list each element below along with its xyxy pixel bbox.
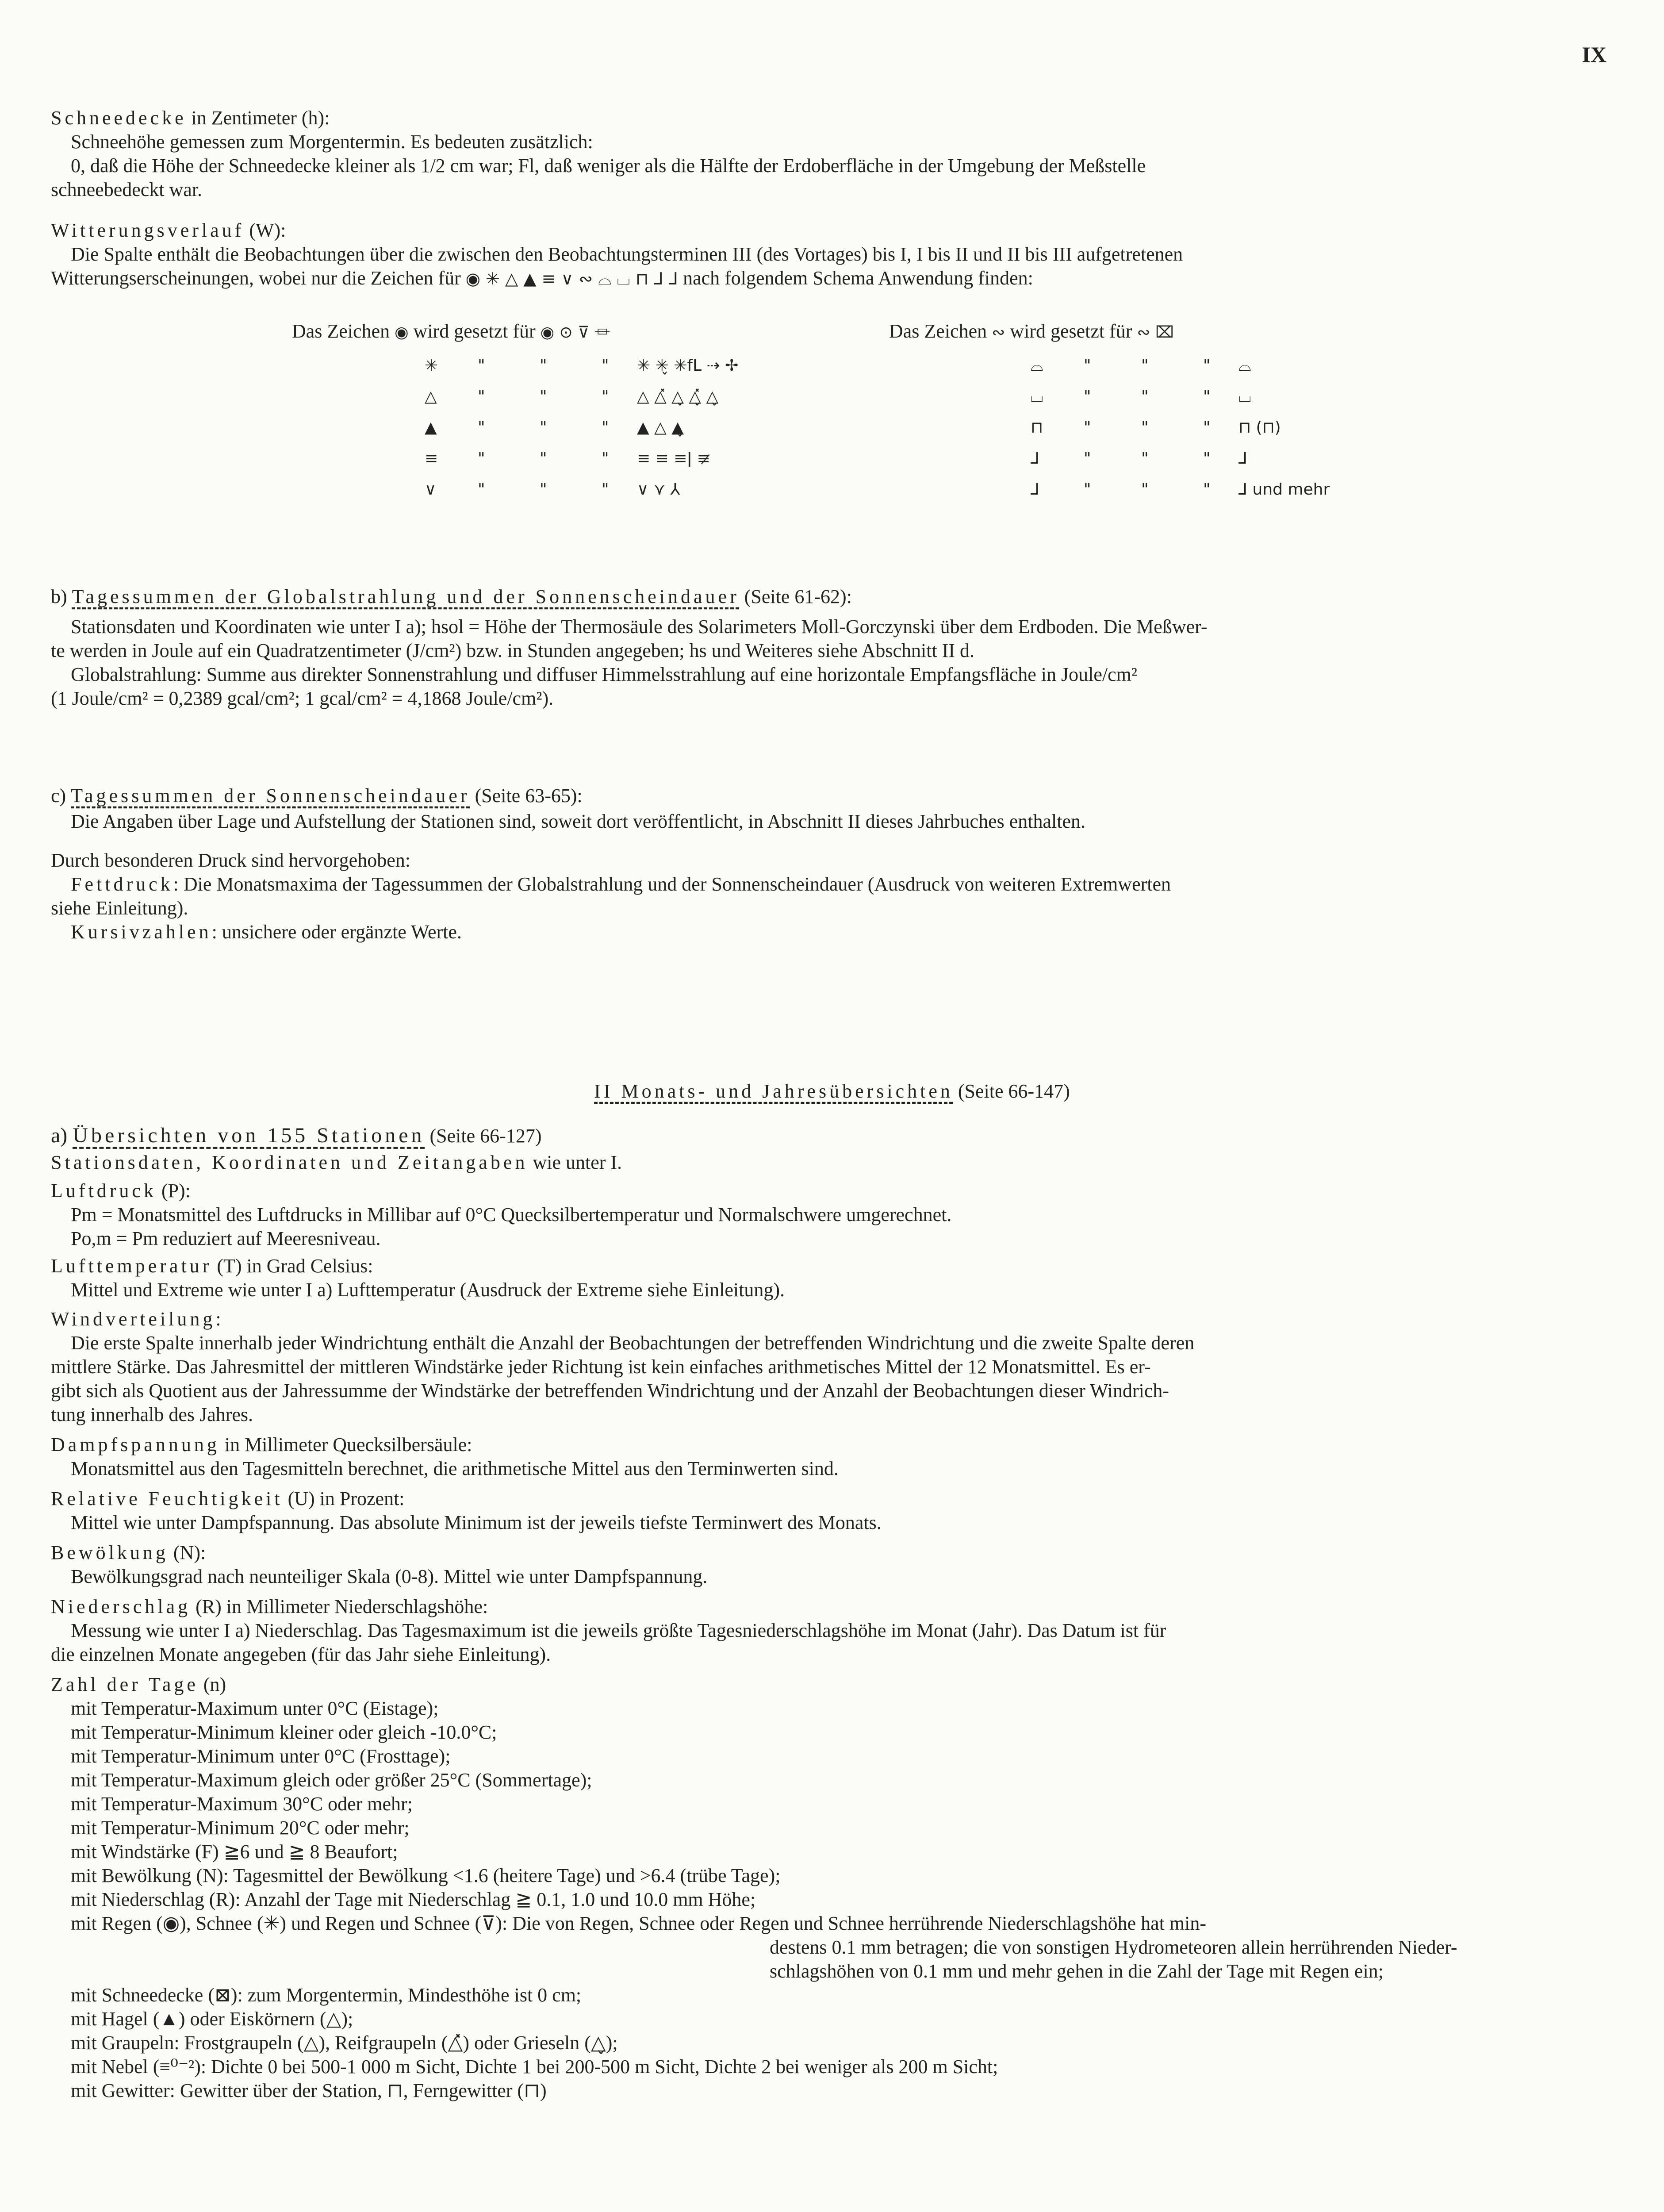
days-item: mit Graupeln: Frostgraupeln (△), Reifgraupeln (△̽) oder Grieseln (△̬); [71, 2032, 618, 2054]
document-page: IX Schneedecke in Zentimeter (h): Schneehöhe gemessen zum Morgentermin. Es bedeuten zusätzlich: 0, daß die Höhe der Schneedecke kleiner als 1/2 cm war; Fl, daß weniger als die Hälfte der Erdoberfläche in der Umgebung der Meßstelle schneebedeckt war. Witterungsverlauf (W): Die Spalte enthält die Beobachtungen über die zwischen den Beobachtungsterminen III (des Vortages) bis I, I bis II und II bis III aufgetretenen Witterungserscheinungen, wobei nur die Zeichen für ◉ ✳ △ ▲ ≡ ∨ ∾ ⌓ ⌴ ⊓ ⅃ ⅃ nach folgendem Schema Anwendung finden: Das Zeichen ◉ wird gesetzt für ◉ ⊙ ⊽ ⏛ Das Zeichen ∾ wird gesetzt für ∾ ⌧ ✳ " " " ✳ ✳̬ ✳fL ⇢ ✢ △ " " " △ △̽ △̬ △̬̽ △̬ ▲ " " " ▲ △ ▲̬ ≡ " " " ≡ ≡ ≡ǀ ≡̷ ∨ " " " ∨ ⋎ ⅄ ⌓ " " " ⌓ ⌴ " " " ⌴ ⊓ " " " ⊓ (⊓) ⅃ " " " ⅃ ⅃ " " " ⅃ und mehr b) Tagessummen der Globalstrahlung und der Sonnenscheindauer (Seite 61-62): Stationsdaten und Koordinaten wie unter I a); hsol = Höhe der Thermosäule des Solarimeters Moll-Gorczynski über dem Erdboden. Die Meßwer- te werden in Joule auf ein Quadratzentimeter (J/cm²) bzw. in Stunden angegeben; hs und Weiteres siehe Abschnitt II d. Globalstrahlung: Summe aus direkter Sonnenstrahlung und diffuser Himmelsstrahlung auf eine horizontale Empfangsfläche in Joule/cm² (1 Joule/cm² = 0,2389 gcal/cm²; 1 gcal/cm² = 4,1868 Joule/cm²). c) Tagessummen der Sonnenscheindauer (Seite 63-65): Die Angaben über Lage und Aufstellung der Stationen sind, soweit dort veröffentlicht, in Abschnitt II dieses Jahrbuches enthalten. Durch besonderen Druck sind hervorgehoben: Fettdruck: Die Monatsmaxima der Tagessummen der Globalstrahlung und der Sonnenscheindauer (Ausdruck von weiteren Extremwerten siehe Einleitung). Kursivzahlen: unsichere oder ergänzte Werte. II Monats- und Jahresübersichten (Seite 66-147) a) Übersichten von 155 Stationen (Seite 66-127) Stationsdaten, Koordinaten und Zeitangaben wie unter I. Luftdruck (P): Pm = Monatsmittel des Luftdrucks in Millibar auf 0°C Quecksilbertemperatur und Normalschwere umgerechnet. Po,m = Pm reduziert auf Meeresniveau. Lufttemperatur (T) in Grad Celsius: Mittel und Extreme wie unter I a) Lufttemperatur (Ausdruck der Extreme siehe Einleitung). Windverteilung: Die erste Spalte innerhalb jeder Windrichtung enthält die Anzahl der Beobachtungen der betreffenden Windrichtung und die zweite Spalte deren mittlere Stärke. Das Jahresmittel der mittleren Windstärke jeder Richtung ist kein einfaches arithmetisches Mittel der 12 Monatsmittel. Es er- gibt sich als Quotient aus der Jahressumme der Windstärke der betreffenden Windrichtung und der Anzahl der Beobachtungen dieser Windrich- tung innerhalb des Jahres. Dampfspannung in Millimeter Quecksilbersäule: Monatsmittel aus den Tagesmitteln berechnet, die arithmetische Mittel aus den Terminwerten sind. Relative Feuchtigkeit (U) in Prozent: Mittel wie unter Dampfspannung. Das absolute Minimum ist der jeweils tiefste Terminwert des Monats. Bewölkung (N): Bewölkungsgrad nach neunteiliger Skala (0-8). Mittel wie unter Dampfspannung. Niederschlag (R) in Millimeter Niederschlagshöhe: Messung wie unter I a) Niederschlag. Das Tagesmaximum ist die jeweils größte Tagesniederschlagshöhe im Monat (Jahr). Das Datum ist für die einzelnen Monate angegeben (für das Jahr siehe Einleitung). Zahl der Tage (n) mit Temperatur-Maximum unter 0°C (Eistage); mit Temperatur-Minimum kleiner oder gleich -10.0°C; mit Temperatur-Minimum unter 0°C (Frosttage); mit Temperatur-Maximum gleich oder größer 25°C (Sommertage); mit Temperatur-Maximum 30°C oder mehr; mit Temperatur-Minimum 20°C oder mehr; mit Windstärke (F) ≧6 und ≧ 8 Beaufort; mit Bewölkung (N): Tagesmittel der Bewölkung <1.6 (heitere Tage) und >6.4 (trübe Tage); mit Niederschlag (R): Anzahl der Tage mit Niederschlag ≧ 0.1, 1.0 und 10.0 mm Höhe; mit Regen (◉), Schnee (✳) und Regen und Schnee (⊽): Die von Regen, Schnee oder Regen und Schnee herrührende Niederschlagshöhe hat min- destens 0.1 mm betragen; die von sonstigen Hydrometeoren allein herrührenden Nieder- schlagshöhen von 0.1 mm und mehr gehen in die Zahl der Tage mit Regen ein; mit Schneedecke (⊠): zum Morgentermin, Mindesthöhe ist 0 cm; mit Hagel (▲) oder Eiskörnern (△); mit Graupeln: Frostgraupeln (△), Reifgraupeln (△̽) oder Grieseln (△̬); mit Nebel (≡⁰⁻²): Dichte 0 bei 500-1 000 m Sicht, Dichte 1 bei 200-500 m Sicht, Dichte 2 bei weniger als 200 m Sicht; mit Gewitter: Gewitter über der Station, ⊓, Ferngewitter (⊓) [0, 0, 1664, 2212]
section-a-title: Übersichten von 155 Stationen [73, 1124, 425, 1147]
days-item: mit Temperatur-Maximum gleich oder größer 25°C (Sommertage); [71, 1769, 592, 1791]
page-number: IX [1582, 42, 1606, 67]
days-item: mit Temperatur-Minimum 20°C oder mehr; [71, 1817, 410, 1839]
days-item: mit Bewölkung (N): Tagesmittel der Bewölkung <1.6 (heitere Tage) und >6.4 (trübe Tage); [71, 1865, 781, 1886]
snow-heading: Schneedecke [51, 107, 187, 129]
section-ii-heading: II Monats- und Jahresübersichten (Seite 66-147) [594, 1080, 1070, 1102]
days-item: mit Niederschlag (R): Anzahl der Tage mit Niederschlag ≧ 0.1, 1.0 und 10.0 mm Höhe; [71, 1889, 756, 1910]
days-item: mit Temperatur-Maximum 30°C oder mehr; [71, 1793, 413, 1815]
days-item: mit Gewitter: Gewitter über der Station, ⊓, Ferngewitter (⊓) [71, 2080, 547, 2101]
section-a: a) Übersichten von 155 Stationen (Seite 66-127) Stationsdaten, Koordinaten und Zeitangaben wie unter I. Luftdruck (P): Pm = Monatsmittel des Luftdrucks in Millibar auf 0°C Quecksilbertemperatur und Normalschwere umgerechnet. Po,m = Pm reduziert auf Meeresniveau. Lufttemperatur (T) in Grad Celsius: Mittel und Extreme wie unter I a) Lufttemperatur (Ausdruck der Extreme siehe Einleitung). Windverteilung: Die erste Spalte innerhalb jeder Windrichtung enthält die Anzahl der Beobachtungen der betreffenden Windrichtung und die zweite Spalte deren mittlere Stärke. Das Jahresmittel der mittleren Windstärke jeder Richtung ist kein einfaches arithmetisches Mittel der 12 Monatsmittel. Es er- gibt sich als Quotient aus der Jahressumme der Windstärke der betreffenden Windrichtung und der Anzahl der Beobachtungen dieser Windrich- tung innerhalb des Jahres. Dampfspannung in Millimeter Quecksilbersäule: Monatsmittel aus den Tagesmitteln berechnet, die arithmetische Mittel aus den Terminwerten sind. Relative Feuchtigkeit (U) in Prozent: Mittel wie unter Dampfspannung. Das absolute Minimum ist der jeweils tiefste Terminwert des Monats. Bewölkung (N): Bewölkungsgrad nach neunteiliger Skala (0-8). Mittel wie unter Dampfspannung. Niederschlag (R) in Millimeter Niederschlagshöhe: Messung wie unter I a) Niederschlag. Das Tagesmaximum ist die jeweils größte Tagesniederschlagshöhe im Monat (Jahr). Das Datum ist für die einzelnen Monate angegeben (für das Jahr siehe Einleitung). Zahl der Tage (n) mit Temperatur-Maximum unter 0°C (Eistage); mit Temperatur-Minimum kleiner oder gleich -10.0°C; mit Temperatur-Minimum unter 0°C (Frosttage); mit Temperatur-Maximum gleich oder größer 25°C (Sommertage); mit Temperatur-Maximum 30°C oder mehr; mit Temperatur-Minimum 20°C oder mehr; mit Windstärke (F) ≧6 und ≧ 8 Beaufort; mit Bewölkung (N): Tagesmittel der Bewölkung <1.6 (heitere Tage) und >6.4 (trübe Tage); mit Niederschlag (R): Anzahl der Tage mit Niederschlag ≧ 0.1, 1.0 und 10.0 mm Höhe; mit Regen (◉), Schnee (✳) und Regen und Schnee (⊽): Die von Regen, Schnee oder Regen und Schnee herrührende Niederschlagshöhe hat min- destens 0.1 mm betragen; die von sonstigen Hydrometeoren allein herrührenden Nieder- schlagshöhen von 0.1 mm und mehr gehen in die Zahl der Tage mit Regen ein; mit Schneedecke (⊠): zum Morgentermin, Mindesthöhe ist 0 cm; mit Hagel (▲) oder Eiskörnern (△); mit Graupeln: Frostgraupeln (△), Reifgraupeln (△̽) oder Grieseln (△̬); mit Nebel (≡⁰⁻²): Dichte 0 bei 500-1 000 m Sicht, Dichte 1 bei 200-500 m Sicht, Dichte 2 bei weniger als 200 m Sicht; mit Gewitter: Gewitter über der Station, ⊓, Ferngewitter (⊓) [51, 1124, 1599, 2103]
days-list-2 [51, 1983, 1599, 2103]
days-item: mit Nebel (≡⁰⁻²): Dichte 0 bei 500-1 000 m Sicht, Dichte 1 bei 200-500 m Sicht, Dichte 2 bei weniger als 200 m Sicht; [71, 2056, 998, 2078]
weather-symbols: ◉ ✳ △ ▲ ≡ ∨ ∾ ⌓ ⌴ ⊓ ⅃ ⅃ [465, 269, 679, 288]
weather-section: Witterungsverlauf (W): Die Spalte enthält die Beobachtungen über die zwischen den Beobachtungsterminen III (des Vortages) bis I, I bis II und II bis III aufgetretenen Witterungserscheinungen, wobei nur die Zeichen für ◉ ✳ △ ▲ ≡ ∨ ∾ ⌓ ⌴ ⊓ ⅃ ⅃ nach folgendem Schema Anwendung finden: [51, 219, 1183, 289]
days-item: mit Temperatur-Minimum kleiner oder gleich -10.0°C; [71, 1721, 497, 1743]
section-c-title: Tagessummen der Sonnenscheindauer [71, 785, 470, 806]
days-list [51, 1697, 1599, 1912]
days-item: mit Hagel (▲) oder Eiskörnern (△); [71, 2008, 353, 2030]
days-item: mit Windstärke (F) ≧6 und ≧ 8 Beaufort; [71, 1841, 398, 1863]
section-b-title: Tagessummen der Globalstrahlung und der Sonnenscheindauer [72, 586, 740, 607]
weather-heading: Witterungsverlauf [51, 219, 245, 241]
section-c: c) Tagessummen der Sonnenscheindauer (Seite 63-65): Die Angaben über Lage und Aufstellung der Stationen sind, soweit dort veröffentlicht, in Abschnitt II dieses Jahrbuches enthalten. Durch besonderen Druck sind hervorgehoben: Fettdruck: Die Monatsmaxima der Tagessummen der Globalstrahlung und der Sonnenscheindauer (Ausdruck von weiteren Extremwerten siehe Einleitung). Kursivzahlen: unsichere oder ergänzte Werte. [51, 785, 1171, 943]
days-item: mit Temperatur-Maximum unter 0°C (Eistage); [71, 1697, 439, 1719]
section-b: b) Tagessummen der Globalstrahlung und der Sonnenscheindauer (Seite 61-62): Stationsdaten und Koordinaten wie unter I a); hsol = Höhe der Thermosäule des Solarimeters Moll-Gorczynski über dem Erdboden. Die Meßwer- te werden in Joule auf ein Quadratzentimeter (J/cm²) bzw. in Stunden angegeben; hs und Weiteres siehe Abschnitt II d. Globalstrahlung: Summe aus direkter Sonnenstrahlung und diffuser Himmelsstrahlung auf eine horizontale Empfangsfläche in Joule/cm² (1 Joule/cm² = 0,2389 gcal/cm²; 1 gcal/cm² = 4,1868 Joule/cm²). [51, 586, 1208, 709]
days-item: mit Temperatur-Minimum unter 0°C (Frosttage); [71, 1745, 451, 1767]
days-item: mit Schneedecke (⊠): zum Morgentermin, Mindesthöhe ist 0 cm; [71, 1984, 582, 2006]
snow-section: Schneedecke in Zentimeter (h): Schneehöhe gemessen zum Morgentermin. Es bedeuten zusätzlich: 0, daß die Höhe der Schneedecke kleiner als 1/2 cm war; Fl, daß weniger als die Hälfte der Erdoberfläche in der Umgebung der Meßstelle schneebedeckt war. [51, 107, 1146, 200]
